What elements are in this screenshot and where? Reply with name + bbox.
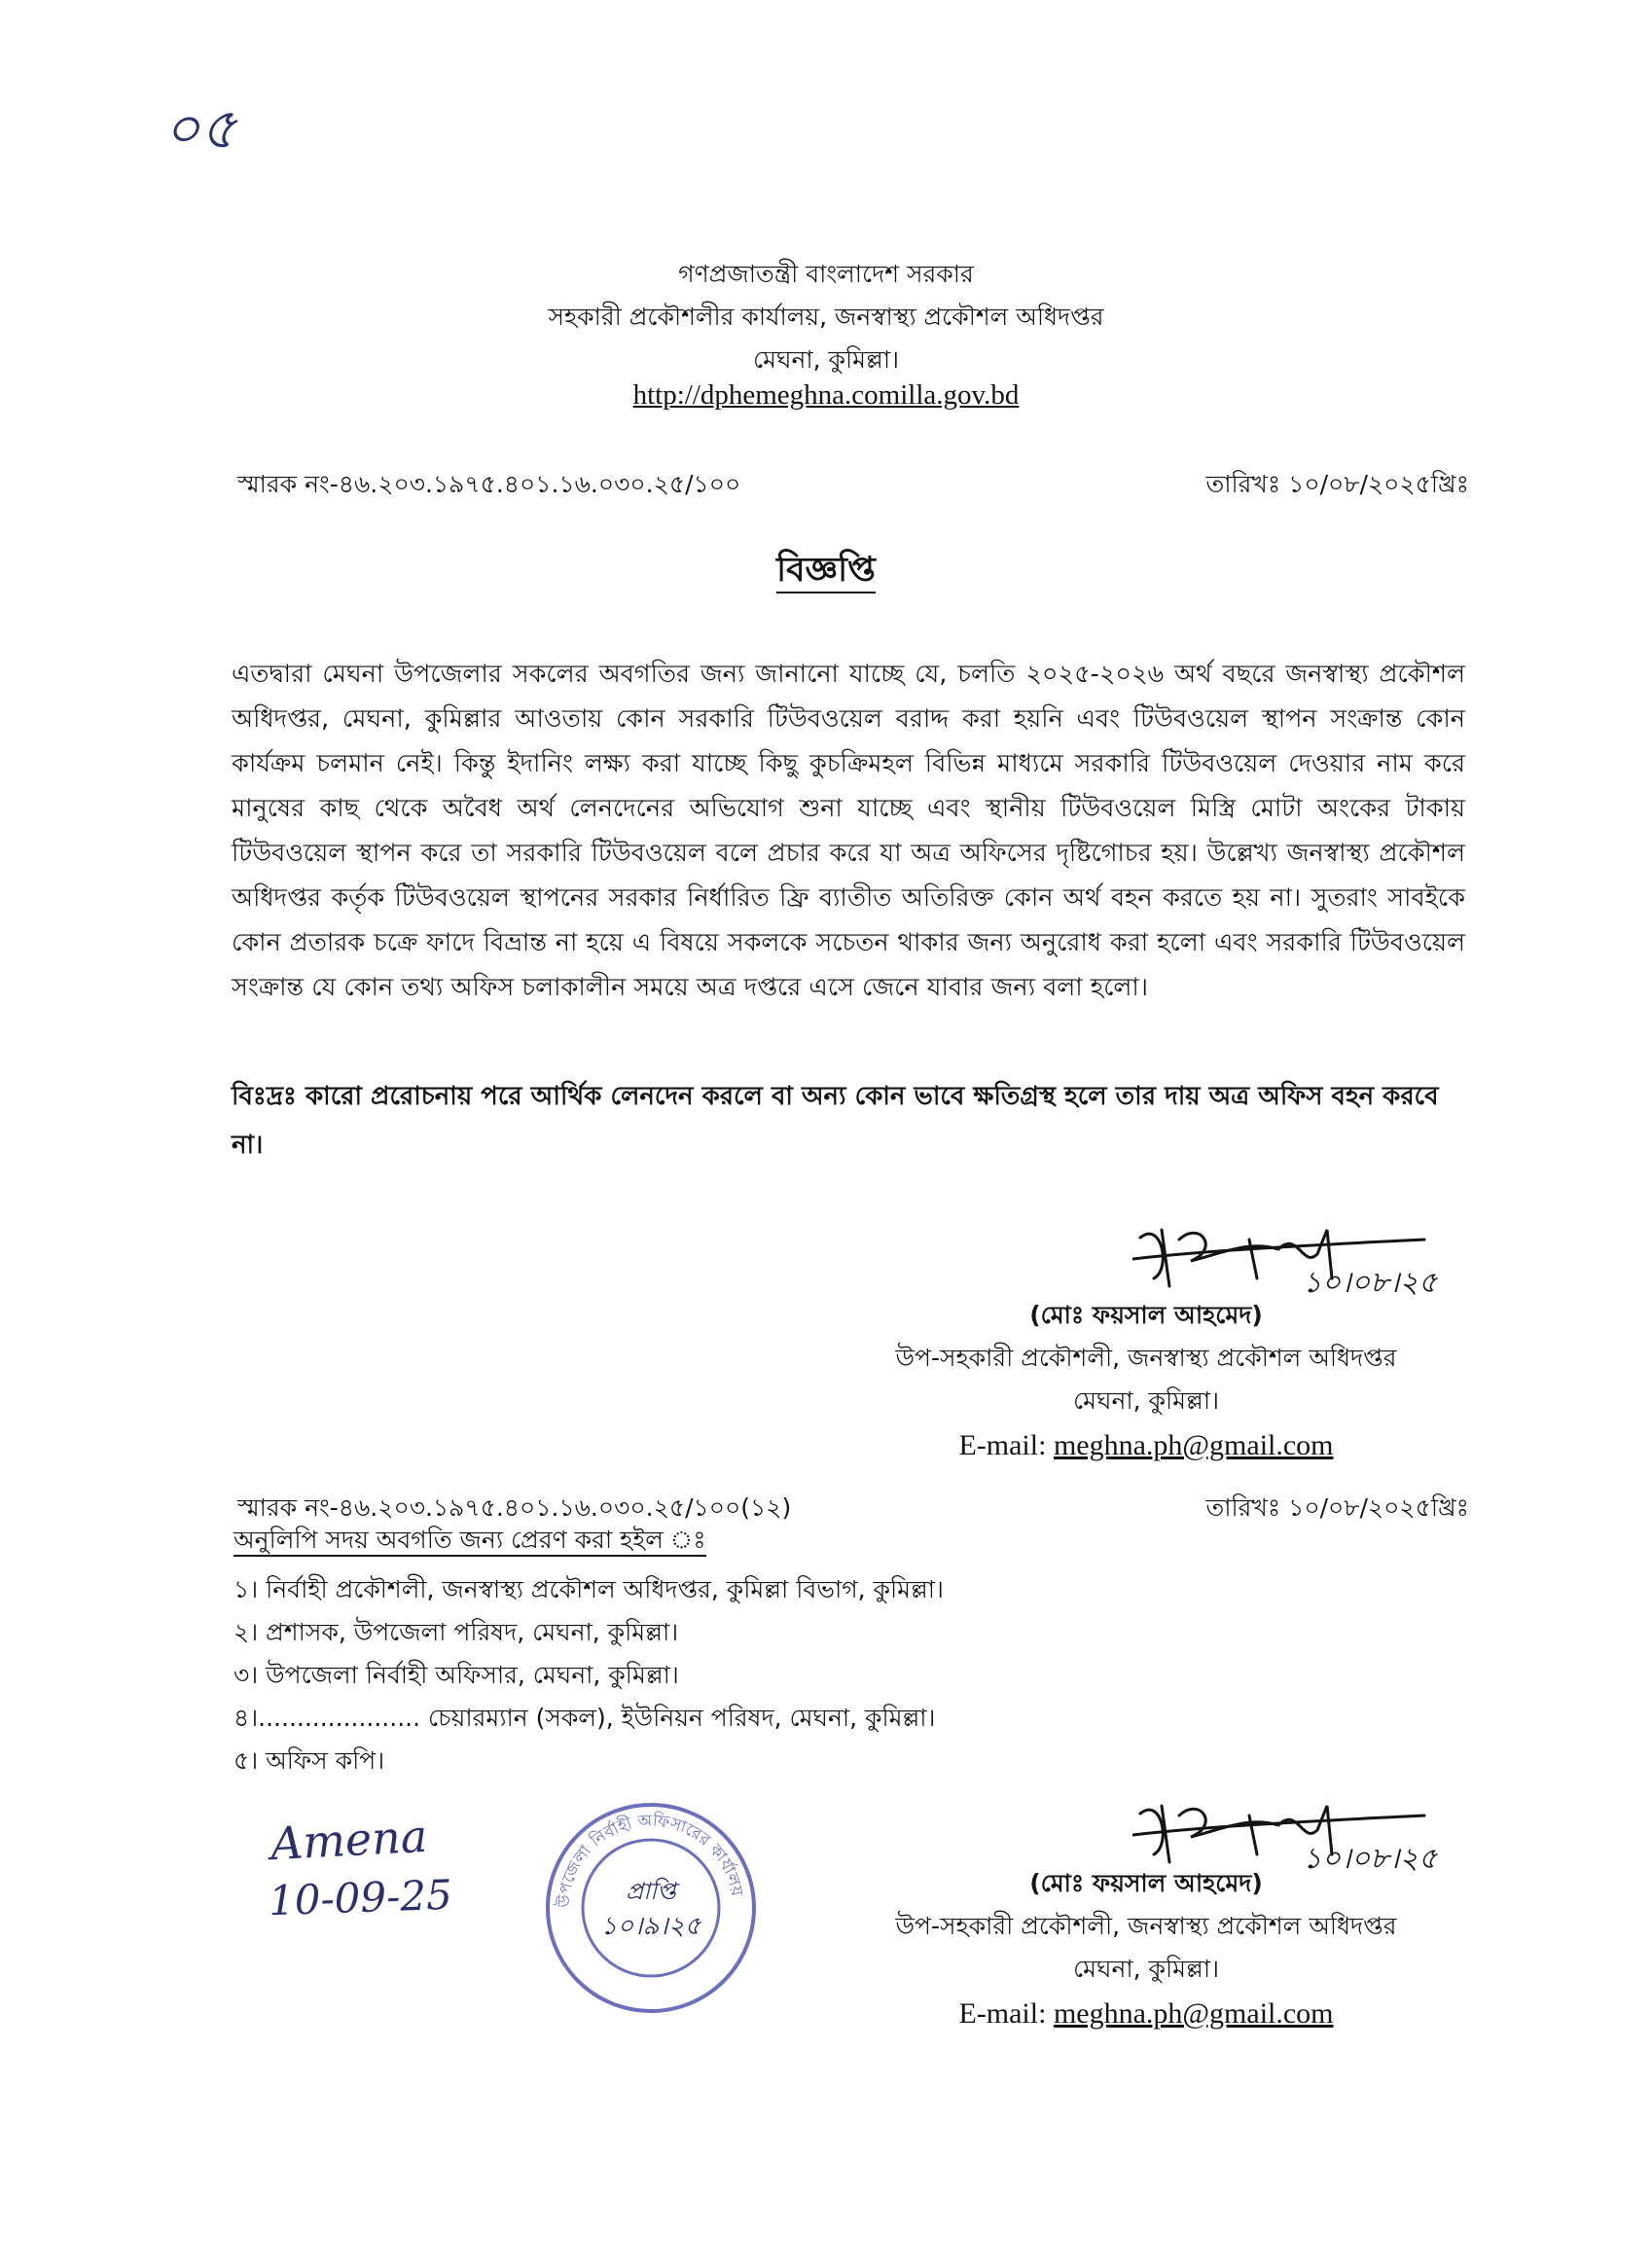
list-item: ৪।..................... চেয়ারম্যান (সকল), ইউনিয়ন পরিষদ, মেঘনা, কুমিল্লা। — [233, 1704, 936, 1732]
copies-list — [233, 1568, 944, 1782]
memo2-date: তারিখঃ ১০/০৮/২০২৫খ্রিঃ — [1205, 1493, 1469, 1522]
stamp-inner-date: ১০।৯।২৫ — [600, 1912, 701, 1941]
signature-scribble — [1132, 1210, 1444, 1298]
signature-date-scribble: ১০।০৮।২৫ — [1303, 1842, 1438, 1874]
header-location: মেঘনা, কুমিল্লা। — [752, 345, 900, 374]
memo-date: তারিখঃ ১০/০৮/২০২৫খ্রিঃ — [1205, 470, 1469, 498]
office-stamp — [541, 1798, 761, 2018]
copies-heading: অনুলিপি সদয় অবগতি জন্য প্রেরণ করা হইল ঃ — [233, 1526, 706, 1557]
list-item: ২। প্রশাসক, উপজেলা পরিষদ, মেঘনা, কুমিল্লা। — [233, 1618, 679, 1646]
receipt-handwritten-name: Amena — [269, 1809, 429, 1871]
list-item: ১। নির্বাহী প্রকৌশলী, জনস্বাস্থ্য প্রকৌশল অধিদপ্তর, কুমিল্লা বিভাগ, কুমিল্লা। — [233, 1575, 944, 1603]
signatory-designation: উপ-সহকারী প্রকৌশলী, জনস্বাস্থ্য প্রকৌশল অধিদপ্তর — [895, 1344, 1397, 1372]
signatory-email — [835, 1993, 1457, 2035]
signatory-location: মেঘনা, কুমিল্লা। — [1072, 1386, 1220, 1415]
memo2-ref-number: স্মারক নং-৪৬.২০৩.১৯৭৫.৪০১.১৬.০৩০.২৫/১০০(১২) — [237, 1493, 792, 1522]
signatory-email — [835, 1424, 1457, 1467]
signature-date-scribble: ১০।০৮।২৫ — [1303, 1266, 1438, 1298]
notice-note: বিঃদ্রঃ কারো প্ররোচনায় পরে আর্থিক লেনদেন করলে বা অন্য কোন ভাবে ক্ষতিগ্রস্থ হলে তার দায় অত্র অফিস বহন করবে না। — [232, 1082, 1439, 1160]
signatory-name: (মোঃ ফয়সাল আহমেদ) — [1029, 1869, 1263, 1897]
header-url-link[interactable]: http://dphemeghna.comilla.gov.bd — [632, 379, 1020, 411]
email-link[interactable]: meghna.ph@gmail.com — [1053, 1429, 1334, 1461]
signature-block — [835, 1294, 1457, 1467]
header-office: সহকারী প্রকৌশলীর কার্যালয়, জনস্বাস্থ্য প্রকৌশল অধিদপ্তর — [548, 303, 1104, 331]
signatory-location: মেঘনা, কুমিল্লা। — [1072, 1955, 1220, 1983]
stamp-ring-text: উপজেলা নির্বাহী অফিসারের কার্যালয় — [554, 1811, 747, 1909]
margin-page-note: ০৫ — [163, 95, 237, 162]
notice-title: বিজ্ঞপ্তি — [0, 543, 1652, 600]
email-label: E-mail: — [958, 1997, 1047, 2030]
email-link[interactable]: meghna.ph@gmail.com — [1053, 1997, 1334, 2030]
signature-scribble — [1132, 1786, 1444, 1874]
signature-block — [835, 1862, 1457, 2035]
stamp-inner-word: প্রাপ্তি — [626, 1878, 676, 1905]
list-item: ৫। অফিস কপি। — [233, 1746, 385, 1775]
signatory-designation: উপ-সহকারী প্রকৌশলী, জনস্বাস্থ্য প্রকৌশল অধিদপ্তর — [895, 1912, 1397, 1940]
receipt-handwritten-date: 10-09-25 — [268, 1870, 453, 1925]
header-govt: গণপ্রজাতন্ত্রী বাংলাদেশ সরকার — [678, 260, 974, 288]
signatory-name: (মোঃ ফয়সাল আহমেদ) — [1029, 1301, 1263, 1329]
email-label: E-mail: — [958, 1429, 1047, 1461]
list-item: ৩। উপজেলা নির্বাহী অফিসার, মেঘনা, কুমিল্লা। — [233, 1661, 679, 1689]
notice-body: এতদ্বারা মেঘনা উপজেলার সকলের অবগতির জন্য জানানো যাচ্ছে যে, চলতি ২০২৫-২০২৬ অর্থ বছরে জনস্বাস্থ্য প্রকৌশল অধিদপ্তর, মেঘনা, কুমিল্লার আওতায় কোন সরকারি টিউবওয়েল বরাদ্দ করা হয়নি এবং টিউবওয়েল স্থাপন সংক্রান্ত কোন কার্যক্রম চলমান নেই। কিন্তু ইদানিং লক্ষ্য করা যাচ্ছে কিছু কুচক্রিমহল বিভিন্ন মাধ্যমে সরকারি টিউবওয়েল দেওয়ার নাম করে মানুষের কাছ থেকে অবৈধ অর্থ লেনদেনের অভিযোগ শুনা যাচ্ছে এবং স্থানীয় টিউবওয়েল মিস্ত্রি মোটা অংকের টাকায় টিউবওয়েল স্থাপন করে তা সরকারি টিউবওয়েল বলে প্রচার করে যা অত্র অফিসের দৃষ্টিগোচর হয়। উল্লেখ্য জনস্বাস্থ্য প্রকৌশল অধিদপ্তর কর্তৃক টিউবওয়েল স্থাপনের সরকার নির্ধারিত ফ্রি ব্যাতীত অতিরিক্ত কোন অর্থ বহন করতে হয় না। সুতরাং সাবইকে কোন প্রতারক চক্রে ফাদে বিভ্রান্ত না হয়ে এ বিষয়ে সকলকে সচেতন থাকার জন্য অনুরোধ করা হলো এবং সরকারি টিউবওয়েল সংক্রান্ত যে কোন তথ্য অফিস চলাকালীন সময়ে অত্র দপ্তরে এসে জেনে যাবার জন্য বলা হলো। — [232, 660, 1465, 1002]
memo-ref-number: স্মারক নং-৪৬.২০৩.১৯৭৫.৪০১.১৬.০৩০.২৫/১০০ — [237, 470, 741, 498]
